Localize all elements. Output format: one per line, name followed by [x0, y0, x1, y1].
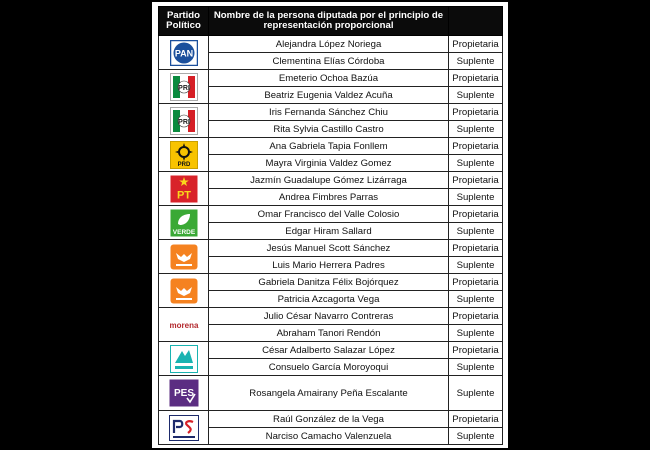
deputy-role: Propietaria: [449, 206, 503, 223]
deputy-name: Julio César Navarro Contreras: [209, 308, 449, 325]
deputy-name: Rita Sylvia Castillo Castro: [209, 121, 449, 138]
role-column-header: [449, 7, 503, 36]
party-logo-cell: [159, 104, 209, 138]
deputy-role: Suplente: [449, 155, 503, 172]
pt-logo-text: PT: [176, 189, 191, 201]
deputy-role: Suplente: [449, 359, 503, 376]
deputy-role: Suplente: [449, 257, 503, 274]
deputy-role: Suplente: [449, 121, 503, 138]
deputy-role: Suplente: [449, 428, 503, 445]
prd-logo-text: PRD: [177, 161, 190, 168]
pan-logo: [159, 40, 208, 66]
deputy-name: Jazmín Guadalupe Gómez Lizárraga: [209, 172, 449, 189]
pri-logo-text: PRI: [177, 118, 190, 126]
deputy-name: Clementina Elías Córdoba: [209, 53, 449, 70]
pri-logo: [159, 107, 208, 135]
deputy-role: Suplente: [449, 53, 503, 70]
deputies-table: [158, 6, 503, 445]
table-row: [159, 325, 503, 342]
deputy-name: Jesús Manuel Scott Sánchez: [209, 240, 449, 257]
table-row: [159, 36, 503, 53]
deputy-name: Gabriela Danitza Félix Bojórquez: [209, 274, 449, 291]
deputy-name: Patricia Azcagorta Vega: [209, 291, 449, 308]
pes-logo: [159, 379, 208, 407]
pri-logo-text: PRI: [177, 84, 190, 92]
deputy-role: Propietaria: [449, 172, 503, 189]
party-logo-cell: [159, 376, 209, 411]
party-header-line1: Partido: [166, 10, 201, 21]
table-row: [159, 223, 503, 240]
pan-logo-text: PAN: [174, 47, 193, 58]
deputy-name: Ana Gabriela Tapia Fonllem: [209, 138, 449, 155]
deputy-name: Alejandra López Noriega: [209, 36, 449, 53]
deputy-role: Suplente: [449, 376, 503, 411]
deputy-name: Luis Mario Herrera Padres: [209, 257, 449, 274]
party-logo-cell: [159, 206, 209, 240]
deputy-name: Andrea Fimbres Parras: [209, 189, 449, 206]
table-row: [159, 104, 503, 121]
party-logo-cell: [159, 70, 209, 104]
table-row: [159, 291, 503, 308]
table-header-row: [159, 7, 503, 36]
name-header-line2: representación proporcional: [263, 20, 394, 31]
table-row: [159, 274, 503, 291]
pt-logo: [159, 175, 208, 203]
deputy-role: Propietaria: [449, 70, 503, 87]
deputy-role: Propietaria: [449, 411, 503, 428]
pri-logo: [159, 73, 208, 101]
deputy-role: Propietaria: [449, 240, 503, 257]
table-row: [159, 240, 503, 257]
table-row: [159, 376, 503, 411]
deputy-name: Mayra Virginia Valdez Gomez: [209, 155, 449, 172]
deputy-name: Narciso Camacho Valenzuela: [209, 428, 449, 445]
table-row: [159, 70, 503, 87]
pes-logo-text: PES: [173, 388, 194, 399]
table-row: [159, 121, 503, 138]
party-logo-cell: [159, 342, 209, 376]
movimiento-ciudadano-logo: [159, 278, 208, 304]
document-page: [152, 2, 508, 448]
partido-sonorense-logo: [159, 415, 208, 441]
name-header-line1: Nombre de la persona diputada por el principio de: [213, 10, 444, 21]
verde-logo: [159, 209, 208, 237]
deputy-role: Suplente: [449, 291, 503, 308]
deputy-name: Abraham Tanori Rendón: [209, 325, 449, 342]
party-logo-cell: [159, 411, 209, 445]
deputy-role: Suplente: [449, 87, 503, 104]
deputy-role: Propietaria: [449, 308, 503, 325]
prd-logo: [159, 141, 208, 169]
deputy-name: Raúl González de la Vega: [209, 411, 449, 428]
deputy-name: Iris Fernanda Sánchez Chiu: [209, 104, 449, 121]
table-row: [159, 53, 503, 70]
deputy-name: Omar Francisco del Valle Colosio: [209, 206, 449, 223]
deputy-role: Propietaria: [449, 274, 503, 291]
table-row: [159, 87, 503, 104]
deputy-name: Rosangela Amairany Peña Escalante: [209, 376, 449, 411]
deputy-role: Suplente: [449, 325, 503, 342]
name-column-header: [209, 7, 449, 36]
morena-logo: [159, 318, 208, 332]
party-column-header: [159, 7, 209, 36]
table-row: [159, 359, 503, 376]
deputy-name: Consuelo García Moroyoqui: [209, 359, 449, 376]
deputy-name: Beatriz Eugenia Valdez Acuña: [209, 87, 449, 104]
table-row: [159, 342, 503, 359]
deputy-role: Propietaria: [449, 138, 503, 155]
party-logo-cell: [159, 308, 209, 342]
deputy-role: Propietaria: [449, 104, 503, 121]
table-row: [159, 138, 503, 155]
party-logo-cell: [159, 36, 209, 70]
party-logo-cell: [159, 274, 209, 308]
deputy-role: Suplente: [449, 189, 503, 206]
deputy-name: Edgar Hiram Sallard: [209, 223, 449, 240]
table-row: [159, 411, 503, 428]
deputy-name: César Adalberto Salazar López: [209, 342, 449, 359]
deputy-role: Suplente: [449, 223, 503, 240]
movimiento-ciudadano-logo: [159, 244, 208, 270]
table-row: [159, 189, 503, 206]
table-row: [159, 155, 503, 172]
table-row: [159, 172, 503, 189]
table-row: [159, 206, 503, 223]
verde-logo-text: VERDE: [172, 228, 195, 236]
deputy-role: Propietaria: [449, 342, 503, 359]
party-logo-cell: [159, 138, 209, 172]
deputy-role: Propietaria: [449, 36, 503, 53]
nueva-alianza-logo: [159, 345, 208, 373]
table-row: [159, 257, 503, 274]
morena-logo-text: morena: [169, 320, 198, 330]
table-row: [159, 308, 503, 325]
party-logo-cell: [159, 172, 209, 206]
table-row: [159, 428, 503, 445]
deputy-name: Emeterio Ochoa Bazúa: [209, 70, 449, 87]
party-header-line2: Político: [166, 20, 201, 31]
party-logo-cell: [159, 240, 209, 274]
